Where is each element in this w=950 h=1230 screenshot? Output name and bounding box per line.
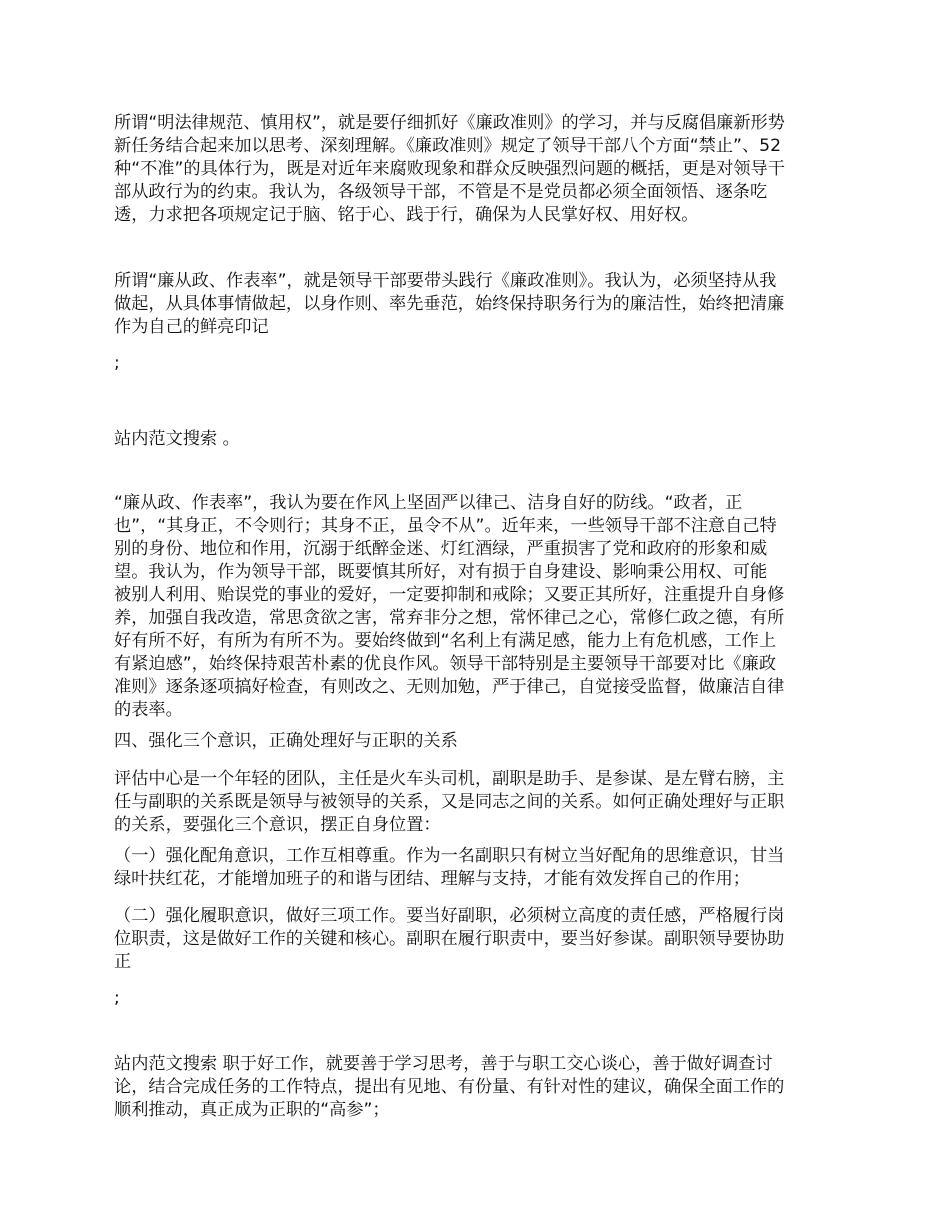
text-line: “廉从政、作表率”，我认为要在作风上坚固严以律己、洁身自好的防线。“政者，正 <box>114 493 743 513</box>
text-line: 所谓“廉从政、作表率”，就是领导干部要带头践行《廉政准则》。我认为，必须坚持从我 <box>114 271 777 291</box>
text-line: 做起，从具体事情做起，以身作则、率先垂范，始终保持职务行为的廉洁性，始终把清廉 <box>114 294 785 314</box>
text-line: 也”，“其身正，不令则行；其身不正，虽令不从”。近年来，一些领导干部不注意自己特 <box>114 516 777 536</box>
text-line: 被别人利用、贻误党的事业的爱好，一定要抑制和戒除；又要正其所好，注重提升自身修 <box>114 585 785 605</box>
text-line: 有紧迫感”，始终保持艰苦朴素的优良作风。领导干部特别是主要领导干部要对比《廉政 <box>114 654 777 674</box>
text-line: 作为自己的鲜亮印记 <box>114 317 269 337</box>
text-line: 准则》逐条逐项搞好检查，有则改之、无则加勉，严于律己，自觉接受监督，做廉洁自律 <box>114 677 785 697</box>
text-line: 正 <box>114 952 132 972</box>
separator-semicolon: ; <box>114 353 120 373</box>
text-line: 任与副职的关系既是领导与被领导的关系，又是同志之间的关系。如何正确处理好与正职 <box>114 792 785 812</box>
section-heading: 四、强化三个意识，正确处理好与正职的关系 <box>114 731 458 751</box>
text-line: 评估中心是一个年轻的团队，主任是火车头司机，副职是助手、是参谋、是左臂右膀，主 <box>114 769 785 789</box>
text-line: 位职责，这是做好工作的关键和核心。副职在履行职责中，要当好参谋。副职领导要协助 <box>114 929 785 949</box>
text-line: 的表率。 <box>114 700 183 720</box>
text-line: 种“不准”的具体行为，既是对近年来腐败现象和群众反映强烈问题的概括，更是对领导干 <box>114 159 785 179</box>
text-line: 别的身份、地位和作用，沉溺于纸醉金迷、灯红酒绿，严重损害了党和政府的形象和威 <box>114 539 768 559</box>
text-line: 透，力求把各项规定记于脑、铭于心、践于行，确保为人民掌好权、用好权。 <box>114 205 699 225</box>
text-line: （二）强化履职意识，做好三项工作。要当好副职，必须树立高度的责任感，严格履行岗 <box>114 906 785 926</box>
text-line: 好有所不好，有所为有所不为。要始终做到“名利上有满足感，能力上有危机感，工作上 <box>114 631 777 651</box>
text-line: （一）强化配角意识，工作互相尊重。作为一名副职只有树立当好配角的思维意识，甘当 <box>114 846 785 866</box>
text-line: 所谓“明法律规范、慎用权”，就是要仔细抓好《廉政准则》的学习，并与反腐倡廉新形势 <box>114 113 785 133</box>
text-line: 顺利推动，真正成为正职的“高参”； <box>114 1100 390 1120</box>
text-line: 绿叶扶红花，才能增加班子的和谐与团结、理解与支持，才能有效发挥自己的作用； <box>114 869 750 889</box>
text-line: 的关系，要强化三个意识，摆正自身位置： <box>114 815 441 835</box>
text-line: 望。我认为，作为领导干部，既要慎其所好，对有损于自身建设、影响秉公用权、可能 <box>114 562 768 582</box>
separator-semicolon: ; <box>114 988 120 1008</box>
text-line: 养，加强自我改造，常思贪欲之害，常弃非分之想，常怀律己之心，常修仁政之德，有所 <box>114 608 785 628</box>
text-line: 论，结合完成任务的工作特点，提出有见地、有份量、有针对性的建议，确保全面工作的 <box>114 1077 785 1097</box>
site-search-text: 站内范文搜索 。 <box>114 429 240 449</box>
text-line: 站内范文搜索 职于好工作，就要善于学习思考，善于与职工交心谈心，善于做好调查讨 <box>114 1054 773 1074</box>
text-line: 新任务结合起来加以思考、深刻理解。《廉政准则》规定了领导干部八个方面“禁止”、52 <box>114 136 782 156</box>
text-line: 部从政行为的约束。我认为，各级领导干部，不管是不是党员都必须全面领悟、逐条吃 <box>114 182 768 202</box>
